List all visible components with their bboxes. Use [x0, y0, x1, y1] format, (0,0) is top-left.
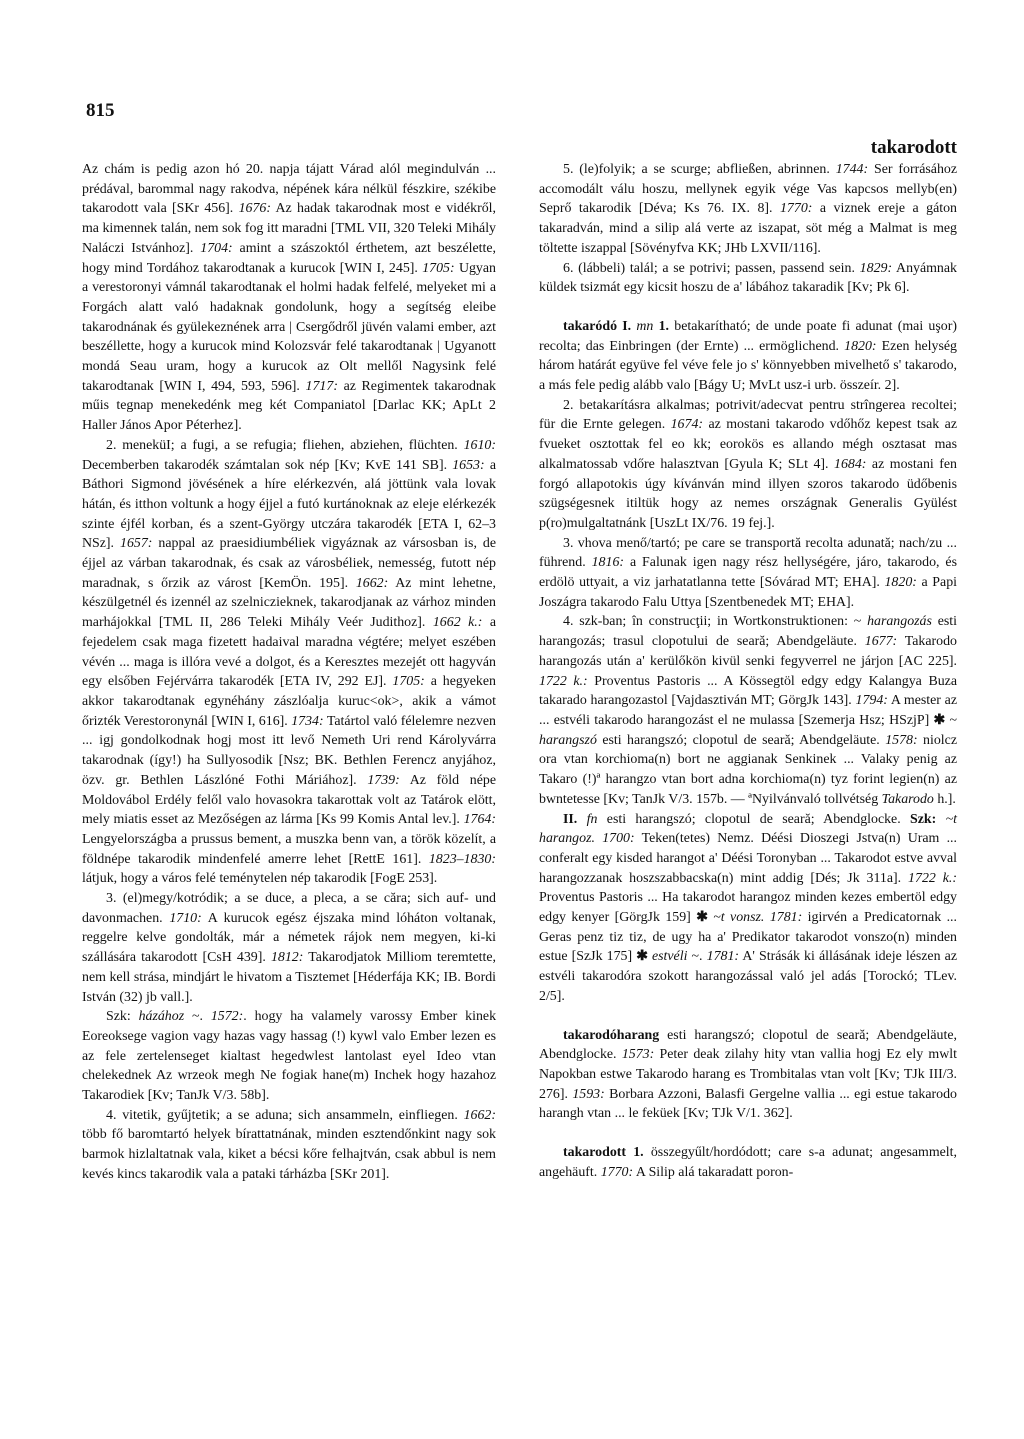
dictionary-entry — [539, 317, 957, 396]
citation-date: 1722 k.: — [539, 673, 588, 689]
text-run: Az chám is pedig azon hó 20. napja tájatt Várad alól megindulván ... prédával, barommal nagy rakodva, népének kára nélkül fészkire, székibe takarodott vala [SKr 456]. — [82, 162, 496, 217]
citation-date: 1676: — [238, 201, 271, 217]
text-run: 4. szk-ban; în construcţii; in Wortkonstruktionen: ~ — [563, 614, 868, 630]
italic-term: ~t harangoz. — [539, 811, 957, 847]
italic-term: ~t vonsz. — [713, 910, 765, 926]
text-run: Ser forrásához accomodált válu hoszu, mellynek egyik vége Vas kapcsos mellyb(en) Seprő takarodik [Déva; Ks 76. IX. 8]. — [539, 162, 958, 217]
paragraph — [539, 534, 957, 613]
text-run: az mostani takarodo vdőhőz kepest tsak az fvueket osztottak fel eo kk; eorokös es allando mégh osztasat mas alkalmatossab vdőre halasztvan [Gyula K; SLt 4]. — [539, 417, 957, 472]
italic-term: fn — [586, 811, 598, 827]
paragraph — [539, 396, 957, 534]
text-run: esti harangozás; trasul clopotului de seară; Abendgeläute. — [539, 614, 957, 650]
headword: Szk: — [910, 811, 937, 827]
text-run: niolcz ora vtan korchioma(n) bort ne aggianak Senkinek ... Valaky penig az Takaro (!)ª harangzo vtan bort adna korchioma(n) tyz forint legien(n) az bwntetesse [Kv; TanJk V/3. 157b. — ªNyilvánvaló tollvétség — [539, 732, 957, 807]
paragraph — [539, 160, 957, 259]
text-run: 4. vitetik, gyűjtetik; a se aduna; sich ansammeln, einfliegen. — [106, 1107, 464, 1123]
citation-date: 1657: — [120, 536, 153, 552]
text-run: igirvén a Predicatornak ... Geras penz tiz tiz, de ugy ha a' Predikator takarodot vonszo(n) minden estue [SzJk 175] — [539, 910, 957, 965]
citation-date: 1770: — [779, 201, 813, 217]
text-run — [936, 812, 945, 827]
citation-date: 1662: — [463, 1107, 496, 1123]
running-head: takarodott — [870, 137, 957, 158]
star-marker: ✱ — [696, 910, 708, 926]
citation-date: 1705: — [422, 260, 455, 276]
text-run: Az mint lehetne, készülgetnél és izennél az szelniczieknek, takarodjanak az várhoz minden marhájokkal [TML II, 286 Teleki Mihály Veér Judithoz]. — [82, 575, 496, 631]
citation-date: 1781: — [706, 949, 740, 965]
text-run: látjuk, hogy a város felé teménytelen nép takarodik [FogE 253]. — [82, 871, 438, 887]
text-run: Az hadak takarodnak most e vidékről, ma kimennek talán, nem sok fog itt maradni [TML VII, 320 Teleki Mihály Naláczi Istvánhoz]. — [82, 201, 496, 256]
headword: 1. — [633, 1145, 644, 1161]
headword: I. — [622, 318, 632, 334]
paragraph — [539, 259, 957, 298]
headword: II. — [563, 811, 578, 827]
text-run: Proventus Pastoris ... Ha takarodot harangoz minden kezes embertöl edgy edgy kenyer [GörgJk 159] — [539, 890, 957, 926]
paragraph — [82, 1106, 496, 1185]
citation-date: 1770: — [600, 1164, 634, 1180]
text-run: A' Strásák ki állásának ideje lészen az estvéli takarodóra szokott harangozással való jel adás [Torockó; TLev. 2/5]. — [539, 949, 957, 1004]
italic-term: házához — [138, 1009, 185, 1025]
dictionary-entry — [539, 1143, 957, 1182]
citation-date: 1820: — [844, 338, 877, 354]
text-run: Anyámnak küldek tsizmát egy kicsit hoszu de a' lábához takaradik [Kv; Pk 6]. — [539, 260, 957, 296]
citation-date: 1744: — [835, 162, 869, 177]
text-run: Teken(tetes) Nemz. Déési Dioszegi Jstva(n) Uram ... conferalt egy kisded harangot a' Déési Toronyban ... Takarodot estve avval harangozzanak hoszszabbacska(n) mint addig [Dés; Jk 311a]. — [539, 831, 957, 886]
text-run: Takarodjatok Milliom teremtette, nem kell strása, mindjárt le hivatom a Tisztemet [Héderfája KK; IB. Bordi István (32) jb vall.]. — [82, 950, 497, 1005]
text-run: Szk: — [106, 1009, 139, 1025]
headword: takaródó — [563, 318, 618, 334]
text-run: esti harangszó; clopotul de seară; Abendglocke. — [597, 811, 911, 827]
headword: 1. — [658, 318, 670, 334]
text-run: 3. (el)megy/kotródik; a se duce, a pleca, a se căra; sich auf- und davonmachen. — [82, 891, 496, 926]
citation-date: 1593: — [572, 1086, 605, 1102]
text-run: 2. betakarításra alkalmas; potrivit/adecvat pentru strîngerea recoltei; für die Ernte gelegen. — [539, 397, 957, 433]
text-run: A mester az ... estvéli takarodo harangozást el ne mulassa [Szemerja Hsz; HSzjP] — [539, 693, 957, 728]
citation-date: 1812: — [270, 950, 304, 966]
citation-date: 1572: — [210, 1009, 244, 1025]
text-run: a Papi Joszágra takarodo Falu Uttya [Szentbenedek MT; EHA]. — [539, 575, 957, 610]
paragraph — [82, 160, 496, 436]
citation-date: 1717: — [305, 378, 338, 394]
text-run: a fejedelem csak maga fizetett hadaival maradna végtére; melyet eszében vévén ... maga is illóra vevé a dolgot, és a Keresztes mezejét ott hagyván egy elsőben Fejérvárra takarodék [ETA IV, 292 EJ]. — [82, 615, 497, 690]
text-run: Peter deak zilahy hity vtan vallia hogj Ez ely mwlt Napokban estwe Takarodo harang es Trombitalas vtan volt [Kv; TJk III/3. 276]. — [539, 1047, 957, 1102]
citation-date: 1704: — [200, 240, 233, 256]
text-run: Borbara Azzoni, Balasfi Gergelne vallia ... egi estue takarodo harangh vtan ... le feküek [Kv; TJk V/1. 362]. — [539, 1086, 957, 1122]
text-run: a Falunak igen nagy rész hellységére, járo, takarodo, és erdölö uttyait, a viz jarhatatlanna tette [Sóvárad MT; EHA]. — [539, 555, 957, 591]
citation-date: 1662 k.: — [432, 615, 483, 631]
text-run: Tatártol való félelemre nezven ... igj gondolkodnak hogj most itt levő Nemeth Uri rend Károlyvárra takarodnak (így!) ha Sullyosodik [Nsz; BK. Bethlen Ferencz anyjához, özv. gr. Bethlen Lászlóné Fothi Máriához]. — [82, 713, 496, 788]
text-run: a Báthori Sigmond jövésének a híre elérkezvén, alá jöttünk vala lovak hátán, és itthon voltunk a hogy éjjel a futó kurtánoknak az eleje elérkezék szinte éjfél korban, és a szent-György utczára takarodék [ETA I, 62–3 NSz]. — [82, 457, 496, 552]
text-run: . hogy ha valamely varossy Ember kinek Eoreoksege vagion vagy hazas vagy hassag (!) kywl valo Ember lezen es az fele zertelenseget kialtast hegedwlest lantolast eyel Ideo vtan chelekednek Az wrzeok megh Ne fogiak hane(m) Inchek hogy hazahoz Takarodiek [Kv; TanJk V/3. 58b]. — [82, 1009, 497, 1104]
text-run: esti harangszó; clopotul de seară; Abendgeläute. — [596, 732, 886, 748]
text-run: ~ — [945, 712, 957, 728]
star-marker: ✱ — [636, 949, 648, 965]
dictionary-entry — [539, 1026, 957, 1125]
citation-date: 1662: — [355, 575, 389, 591]
paragraph — [82, 436, 496, 889]
text-run: ~. — [184, 1009, 211, 1025]
text-run: a viznek ereje a gáton takaradván, mind a silip alá verte az iszapat, söt még a Malmat is meg töltette iszappal [Sövényfva KK; JHb LXVII/116]. — [539, 201, 957, 256]
text-run: 2. meneküI; a fugi, a se refugia; fliehen, abziehen, flüchten. — [106, 437, 464, 453]
text-run — [577, 812, 586, 827]
citation-date: 1823–1830: — [428, 851, 496, 867]
italic-term: mn — [636, 318, 654, 334]
text-run: összegyűlt/hordódott; care s-a adunat; angesammelt, angehäuft. — [539, 1145, 957, 1180]
text-run: Ezen helység három határát együve fel véve fele jo s' könnyebben mivelhető s' takarodo, a más fele pedig alább valo [Bágy U; MvLt usz-i urb. összeír. 2]. — [539, 338, 957, 394]
italic-term: harangozás — [867, 614, 932, 630]
text-run: Ugyan a verestoronyi vámnál takarodtanak el holmi hadak felfelé, melyeket mi a Forgách alatt való hadaknak gondolunk, hogy a segítség eleibe takarodnának és gyülekeznének arra | Csergődről jüvén valami ember, azt beszéllette, hogy a kurucok mind Kolozsvár felé takarodtanak | Ugyanott mondá Seau uram, hogy a kurucok az Olt mellől Nagysink felé takarodtanak [WIN I, 494, 593, 596]. — [82, 260, 496, 394]
page-number: 815 — [86, 100, 115, 121]
text-run: 6. (lábbeli) talál; a se potrivi; passen, passend sein. — [563, 260, 860, 276]
text-run: az mostani fen forgó allapotokis úgy kívánván mind illyen szoros takarodo üdőbenis szügségesnek itiltük hogy az nemes országnak Generalis Gyülést p(ro)mulgaltatnánk [UszLt IX/76. 19 fej.]. — [539, 456, 957, 531]
text-run: 5. (le)folyik; a se scurge; abfließen, abrinnen. — [563, 162, 836, 177]
text-run: Lengyelországba a prussus bement, a muszka benn van, a török közelít, a földnépe takarodik mindenfelé amerre lehet [RettE 161]. — [82, 831, 496, 867]
citation-date: 1764: — [463, 812, 496, 828]
text-run: ~. — [687, 949, 707, 965]
citation-date: 1653: — [452, 457, 485, 473]
text-run: A Silip alá takaradatt poron- — [633, 1164, 794, 1180]
paragraph — [539, 810, 957, 1007]
citation-date: 1700: — [602, 831, 635, 847]
text-run: Proventus Pastoris ... A Kössegtöl edgy edgy Kalangya Buza takarado harangozastol [Vajdasztiván MT; GörgJk 143]. — [539, 673, 957, 709]
citation-date: 1677: — [864, 634, 898, 650]
right-column — [539, 160, 957, 1182]
text-run: 3. vhova menő/tartó; pe care se transportă recolta adunată; nach/zu ... führend. — [539, 535, 957, 571]
italic-term: estvéli — [651, 949, 688, 965]
citation-date: 1781: — [769, 910, 803, 926]
paragraph — [82, 889, 496, 1007]
citation-date: 1710: — [169, 910, 202, 926]
citation-date: 1573: — [621, 1047, 655, 1063]
star-marker: ✱ — [933, 712, 946, 728]
italic-term: harangszó — [539, 732, 597, 748]
citation-date: 1610: — [463, 437, 496, 453]
citation-date: 1829: — [859, 260, 893, 276]
text-run: esti harangszó; clopotul de seară; Abendgeläute, Abendglocke. — [539, 1027, 957, 1063]
text-run: Takarodo harangozás után a' kerülőkön kivül senki fegyverrel ne járjon [AC 225]. — [539, 634, 957, 669]
text-run: Decemberben takarodék számtalan sok nép [Kv; KvE 141 SB]. — [82, 457, 453, 473]
text-run: a hegyeken akkor takarodtanak egynéhány zászlóalja kuruc<ok>, akik a vámot őrizték Verestoronynál [WIN I, 616]. — [82, 674, 496, 729]
citation-date: 1674: — [670, 417, 704, 433]
citation-date: 1816: — [591, 555, 625, 571]
citation-date: 1734: — [291, 713, 324, 729]
citation-date: 1722 k.: — [908, 870, 957, 886]
text-run: az Regimentek takarodnak műis tegnap menekedénk meg két Companiatol [Darlac KK; ApLt 2 Haller János Apor Péterhez]. — [82, 378, 496, 434]
left-column — [82, 160, 496, 1185]
headword: takarodóharang — [563, 1027, 660, 1043]
citation-date: 1684: — [834, 456, 867, 472]
text-run: amint a szászoktól érthetem, azt beszélette, hogy mind Tordához takarodtanak a kurucok [WIN I, 245]. — [82, 240, 496, 276]
paragraph — [539, 612, 957, 809]
italic-term: Takarodo — [881, 791, 934, 807]
citation-date: 1794: — [855, 693, 888, 709]
headword: takarodott — [563, 1145, 627, 1161]
text-run: Az föld népe Moldovábol Erdély felől valo hovasokra takarottak volt az Tatárok elött, mely miatis esset az Mezőségen az lárma [Ks 99 Komis Antal lev.]. — [82, 772, 496, 828]
citation-date: 1820: — [884, 575, 917, 591]
text-run: h.]. — [933, 791, 956, 807]
text-run: több fő baromtartó helyek bírattatnának, minden esztendőnkint nagy sok barmok hizlaltatnak vala, kiket a bécsi kőre felhajtván, csak abbul is nem kevés kincs takarodik vala a pataki tárházba [SKr 201]. — [82, 1127, 496, 1182]
citation-date: 1739: — [367, 772, 400, 788]
citation-date: 1578: — [885, 732, 918, 748]
citation-date: 1705: — [392, 674, 425, 690]
paragraph — [82, 1007, 496, 1106]
text-run: A kurucok egész éjszaka mind lóháton voltanak, reggelre kelve gondolták, már a németek rájok nem megyen, ki-ki szállására takarodott [CsH 439]. — [82, 910, 496, 966]
text-run: nappal az praesidiumbéliek vigyáznak az vársosban is, de éjjel az várban takarodnak, és csak az városbéliek, nemesség, futott nép maradnak, s őrzik az várost [KemÖn. 195]. — [82, 536, 497, 591]
text-run: betakarítható; de unde poate fi adunat (mai uşor) recolta; das Einbringen (der Ernte) ... ermöglichend. — [539, 318, 957, 354]
